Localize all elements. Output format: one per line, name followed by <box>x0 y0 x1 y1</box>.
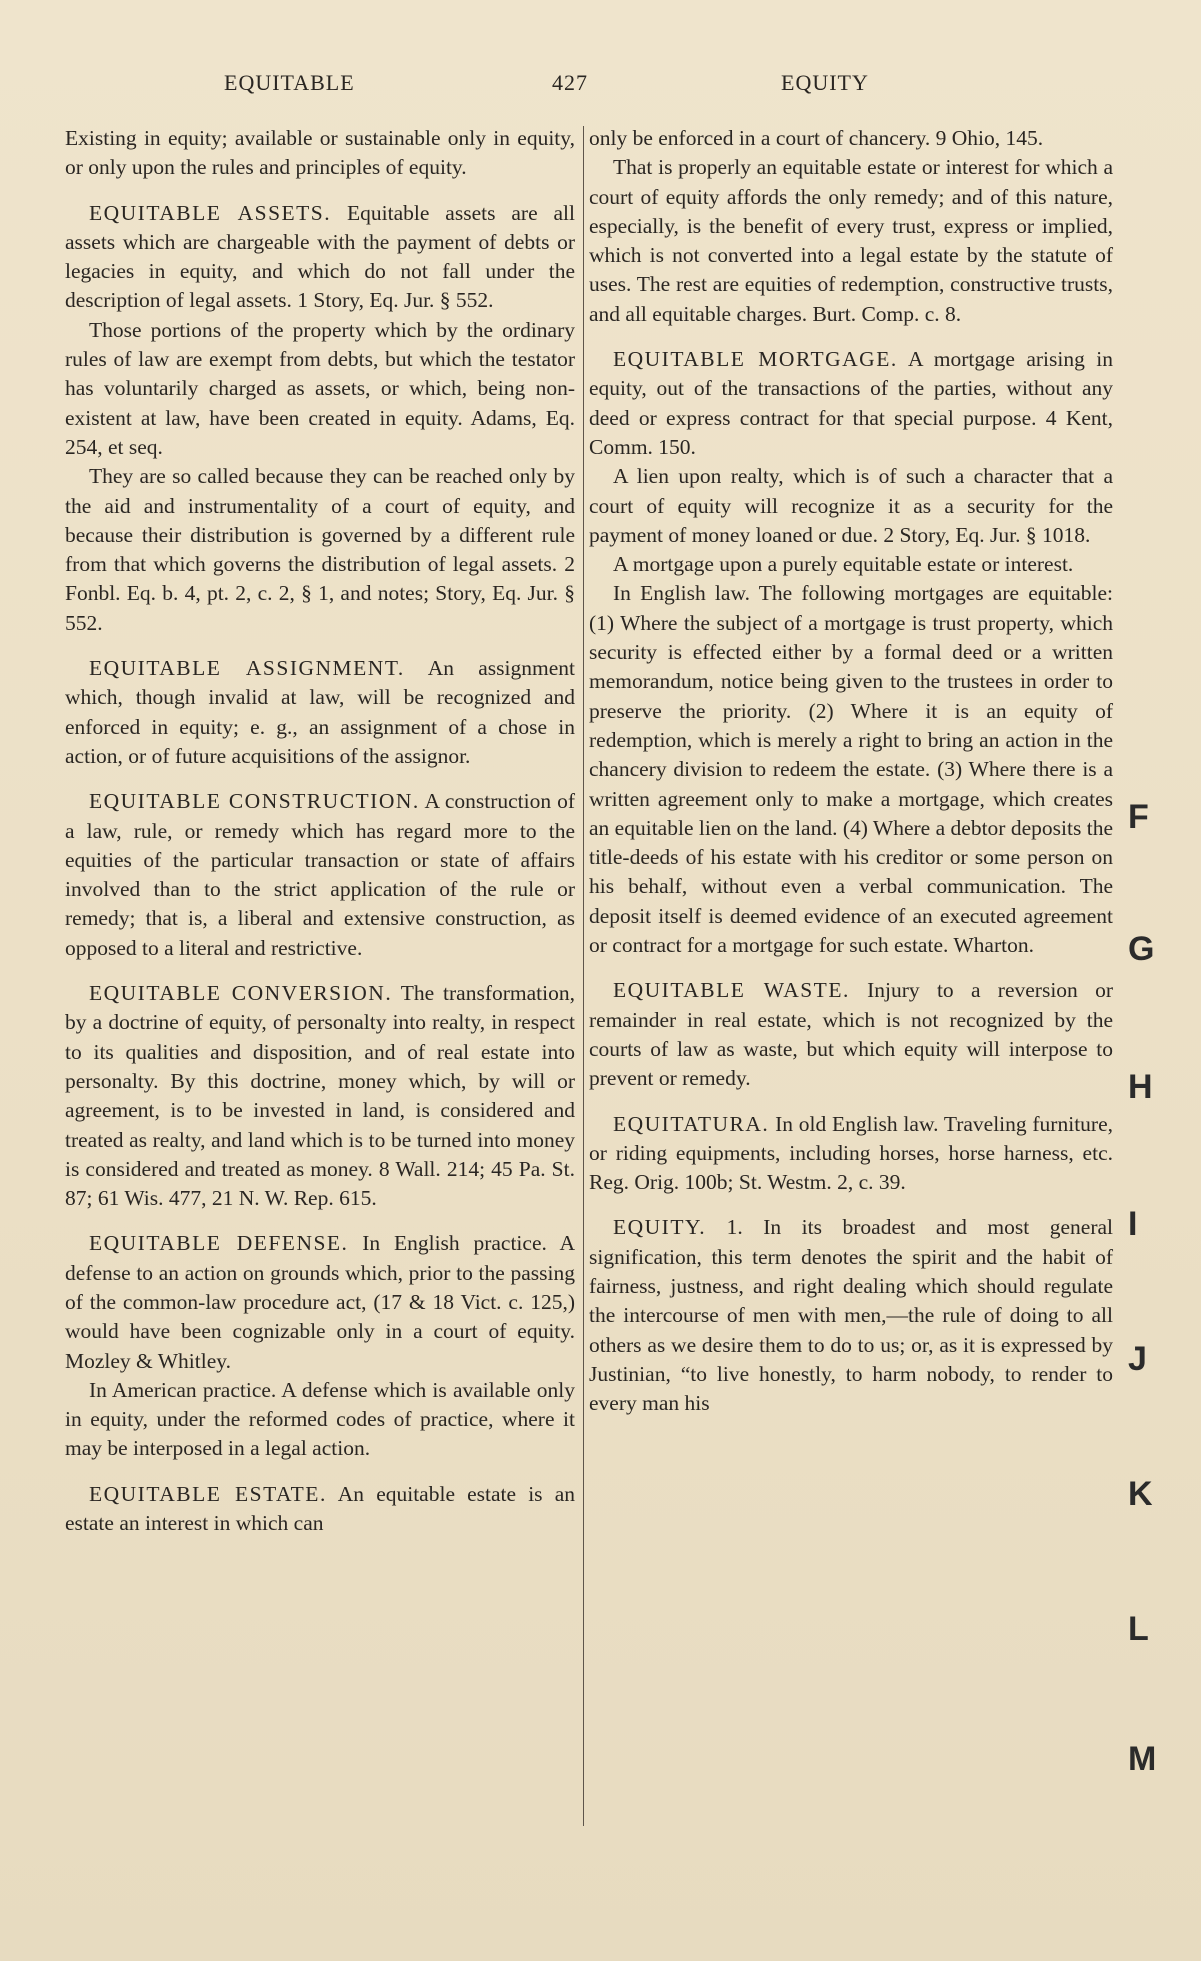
thumb-index-letter[interactable]: I <box>1128 1205 1138 1243</box>
entry-continuation: Existing in equity; available or sustainable only in equity, or only upon the rules and principles of equity. <box>65 126 575 180</box>
definition-paragraph: In English law. The following mortgages are equitable: (1) Where the subject of a mortgage is trust property, which security is effected either by a formal deed or a written memorandum, notice being given to the trustees in order to preserve the priority. (2) Where it is an equity of redemption, which is merely a right to bring an action in the chancery division to redeem the estate. (3) Where there is a written agreement only to make a mortgage, which creates an equitable lien on the land. (4) Where a debtor deposits the title-deeds of his estate with his creditor or some person on his behalf, without even a verbal communication. The deposit itself is deemed evidence of an executed agreement or contract for a mortgage for such estate. Wharton. <box>589 581 1113 958</box>
definition-paragraph: A mortgage upon a purely equitable estate or interest. <box>613 552 1074 577</box>
headword: EQUITABLE ASSIGNMENT. <box>89 656 405 681</box>
definition-paragraph: A lien upon realty, which is of such a character that a court of equity will recognize it as a security for the payment of money loaned or due. 2 Story, Eq. Jur. § 1018. <box>589 464 1113 547</box>
definition-text: Injury to a reversion or remainder in real estate, which is not recognized by the courts of law as waste, but which equity will interpose to prevent or remedy. <box>589 978 1113 1091</box>
page-number: 427 <box>552 70 588 95</box>
definition-paragraph: They are so called because they can be reached only by the aid and instrumentality of a court of equity, and because their distribution is governed by a different rule from that which governs the distribution of legal assets. 2 Fonbl. Eq. b. 4, pt. 2, c. 2, § 1, and notes; Story, Eq. Jur. § 552. <box>65 464 575 635</box>
entry-continuation: only be enforced in a court of chancery. 9 Ohio, 145. <box>589 126 1044 150</box>
thumb-index-letter[interactable]: L <box>1128 1610 1149 1648</box>
definition-text: A mortgage arising in equity, out of the transactions of the parties, without any deed or express contract for that special purpose. 4 Kent, Comm. 150. <box>589 347 1113 459</box>
definition-paragraph: Those portions of the property which by the ordinary rules of law are exempt from debts, but which the testator has voluntarily charged as assets, or which, being non-existent at law, have been created in equity. Adams, Eq. 254, et seq. <box>65 317 575 459</box>
entry-equitable-construction <box>65 787 575 963</box>
right-column <box>589 124 1113 1418</box>
entry-equitable-defense <box>65 1229 575 1375</box>
entry-equity <box>589 1213 1113 1418</box>
entry-equitable-mortgage <box>589 345 1113 462</box>
headword: EQUITABLE CONSTRUCTION. <box>89 789 420 814</box>
header-left-guideword: EQUITABLE <box>224 70 355 95</box>
definition-text: An assignment which, though invalid at law, will be recognized and enforced in equity; e. g., an assignment of a chose in action, or of future acquisitions of the assignor. <box>65 656 575 768</box>
entry-equitable-assets <box>65 199 575 316</box>
thumb-index-letter[interactable]: G <box>1128 930 1155 968</box>
headword: EQUITY. <box>613 1215 707 1240</box>
headword: EQUITATURA. <box>613 1111 770 1136</box>
headword: EQUITABLE ESTATE. <box>89 1481 327 1506</box>
definition-text: In old English law. Traveling furniture, or riding equipments, including horses, horse harness, etc. Reg. Orig. 100b; St. Westm. 2, c. 39. <box>589 1111 1113 1195</box>
entry-equitable-conversion <box>65 979 575 1213</box>
headword: EQUITABLE DEFENSE. <box>89 1231 349 1256</box>
thumb-index-letter[interactable]: H <box>1128 1068 1153 1106</box>
definition-text: The transformation, by a doctrine of equity, of personalty into realty, in respect to its qualities and disposition, and of real estate into personalty. By this doctrine, money which, by will or agreement, is to be invested in land, is considered and treated as realty, and land which is to be turned into money is considered and treated as money. 8 Wall. 214; 45 Pa. St. 87; 61 Wis. 477, 21 N. W. Rep. 615. <box>65 981 575 1211</box>
column-divider <box>583 126 584 1826</box>
thumb-index-letter[interactable]: F <box>1128 798 1149 836</box>
definition-text: An equitable estate is an estate an interest in which can <box>65 1481 575 1536</box>
left-column <box>65 124 575 1538</box>
running-header <box>0 70 1201 100</box>
definition-text: Equitable assets are all assets which are chargeable with the payment of debts or legacies in equity, and which do not fall under the description of legal assets. 1 Story, Eq. Jur. § 552. <box>65 200 575 313</box>
entry-equitable-assignment <box>65 654 575 771</box>
definition-text: 1. In its broadest and most general signification, this term denotes the spirit and the habit of fairness, justness, and right dealing which should regulate the intercourse of men with men,—the rule of doing to all others as we desire them to do to us; or, as it is expressed by Justinian, “to live honestly, to harm nobody, to render to every man his <box>589 1215 1113 1416</box>
header-right-guideword: EQUITY <box>781 70 869 95</box>
headword: EQUITABLE MORTGAGE. <box>613 347 898 372</box>
headword: EQUITABLE WASTE. <box>613 978 850 1003</box>
definition-paragraph: That is properly an equitable estate or interest for which a court of equity affords the only remedy; and of this nature, especially, is the benefit of every trust, express or implied, which is not converted into a legal estate by the statute of uses. The rest are equities of redemption, constructive trusts, and all equitable charges. Burt. Comp. c. 8. <box>589 155 1113 326</box>
thumb-index-letter[interactable]: K <box>1128 1475 1153 1513</box>
entry-equitable-waste <box>589 976 1113 1093</box>
definition-text: In English practice. A defense to an action on grounds which, prior to the passing of the common-law procedure act, (17 & 18 Vict. c. 125,) would have been cognizable only in a court of equity. Mozley & Whitley. <box>65 1231 575 1373</box>
definition-paragraph: In American practice. A defense which is available only in equity, under the reformed codes of practice, where it may be interposed in a legal action. <box>65 1377 575 1461</box>
entry-equitatura <box>589 1110 1113 1198</box>
entry-equitable-estate <box>65 1480 575 1539</box>
thumb-index-letter[interactable]: J <box>1128 1340 1147 1378</box>
thumb-index-letter[interactable]: M <box>1128 1740 1157 1778</box>
headword: EQUITABLE CONVERSION. <box>89 981 393 1006</box>
definition-text: A construction of a law, rule, or remedy which has regard more to the equities of the particular transaction or state of affairs involved than to the strict application of the rule or remedy; that is, a liberal and extensive construction, as opposed to a literal and restrictive. <box>65 789 575 960</box>
headword: EQUITABLE ASSETS. <box>89 200 332 225</box>
